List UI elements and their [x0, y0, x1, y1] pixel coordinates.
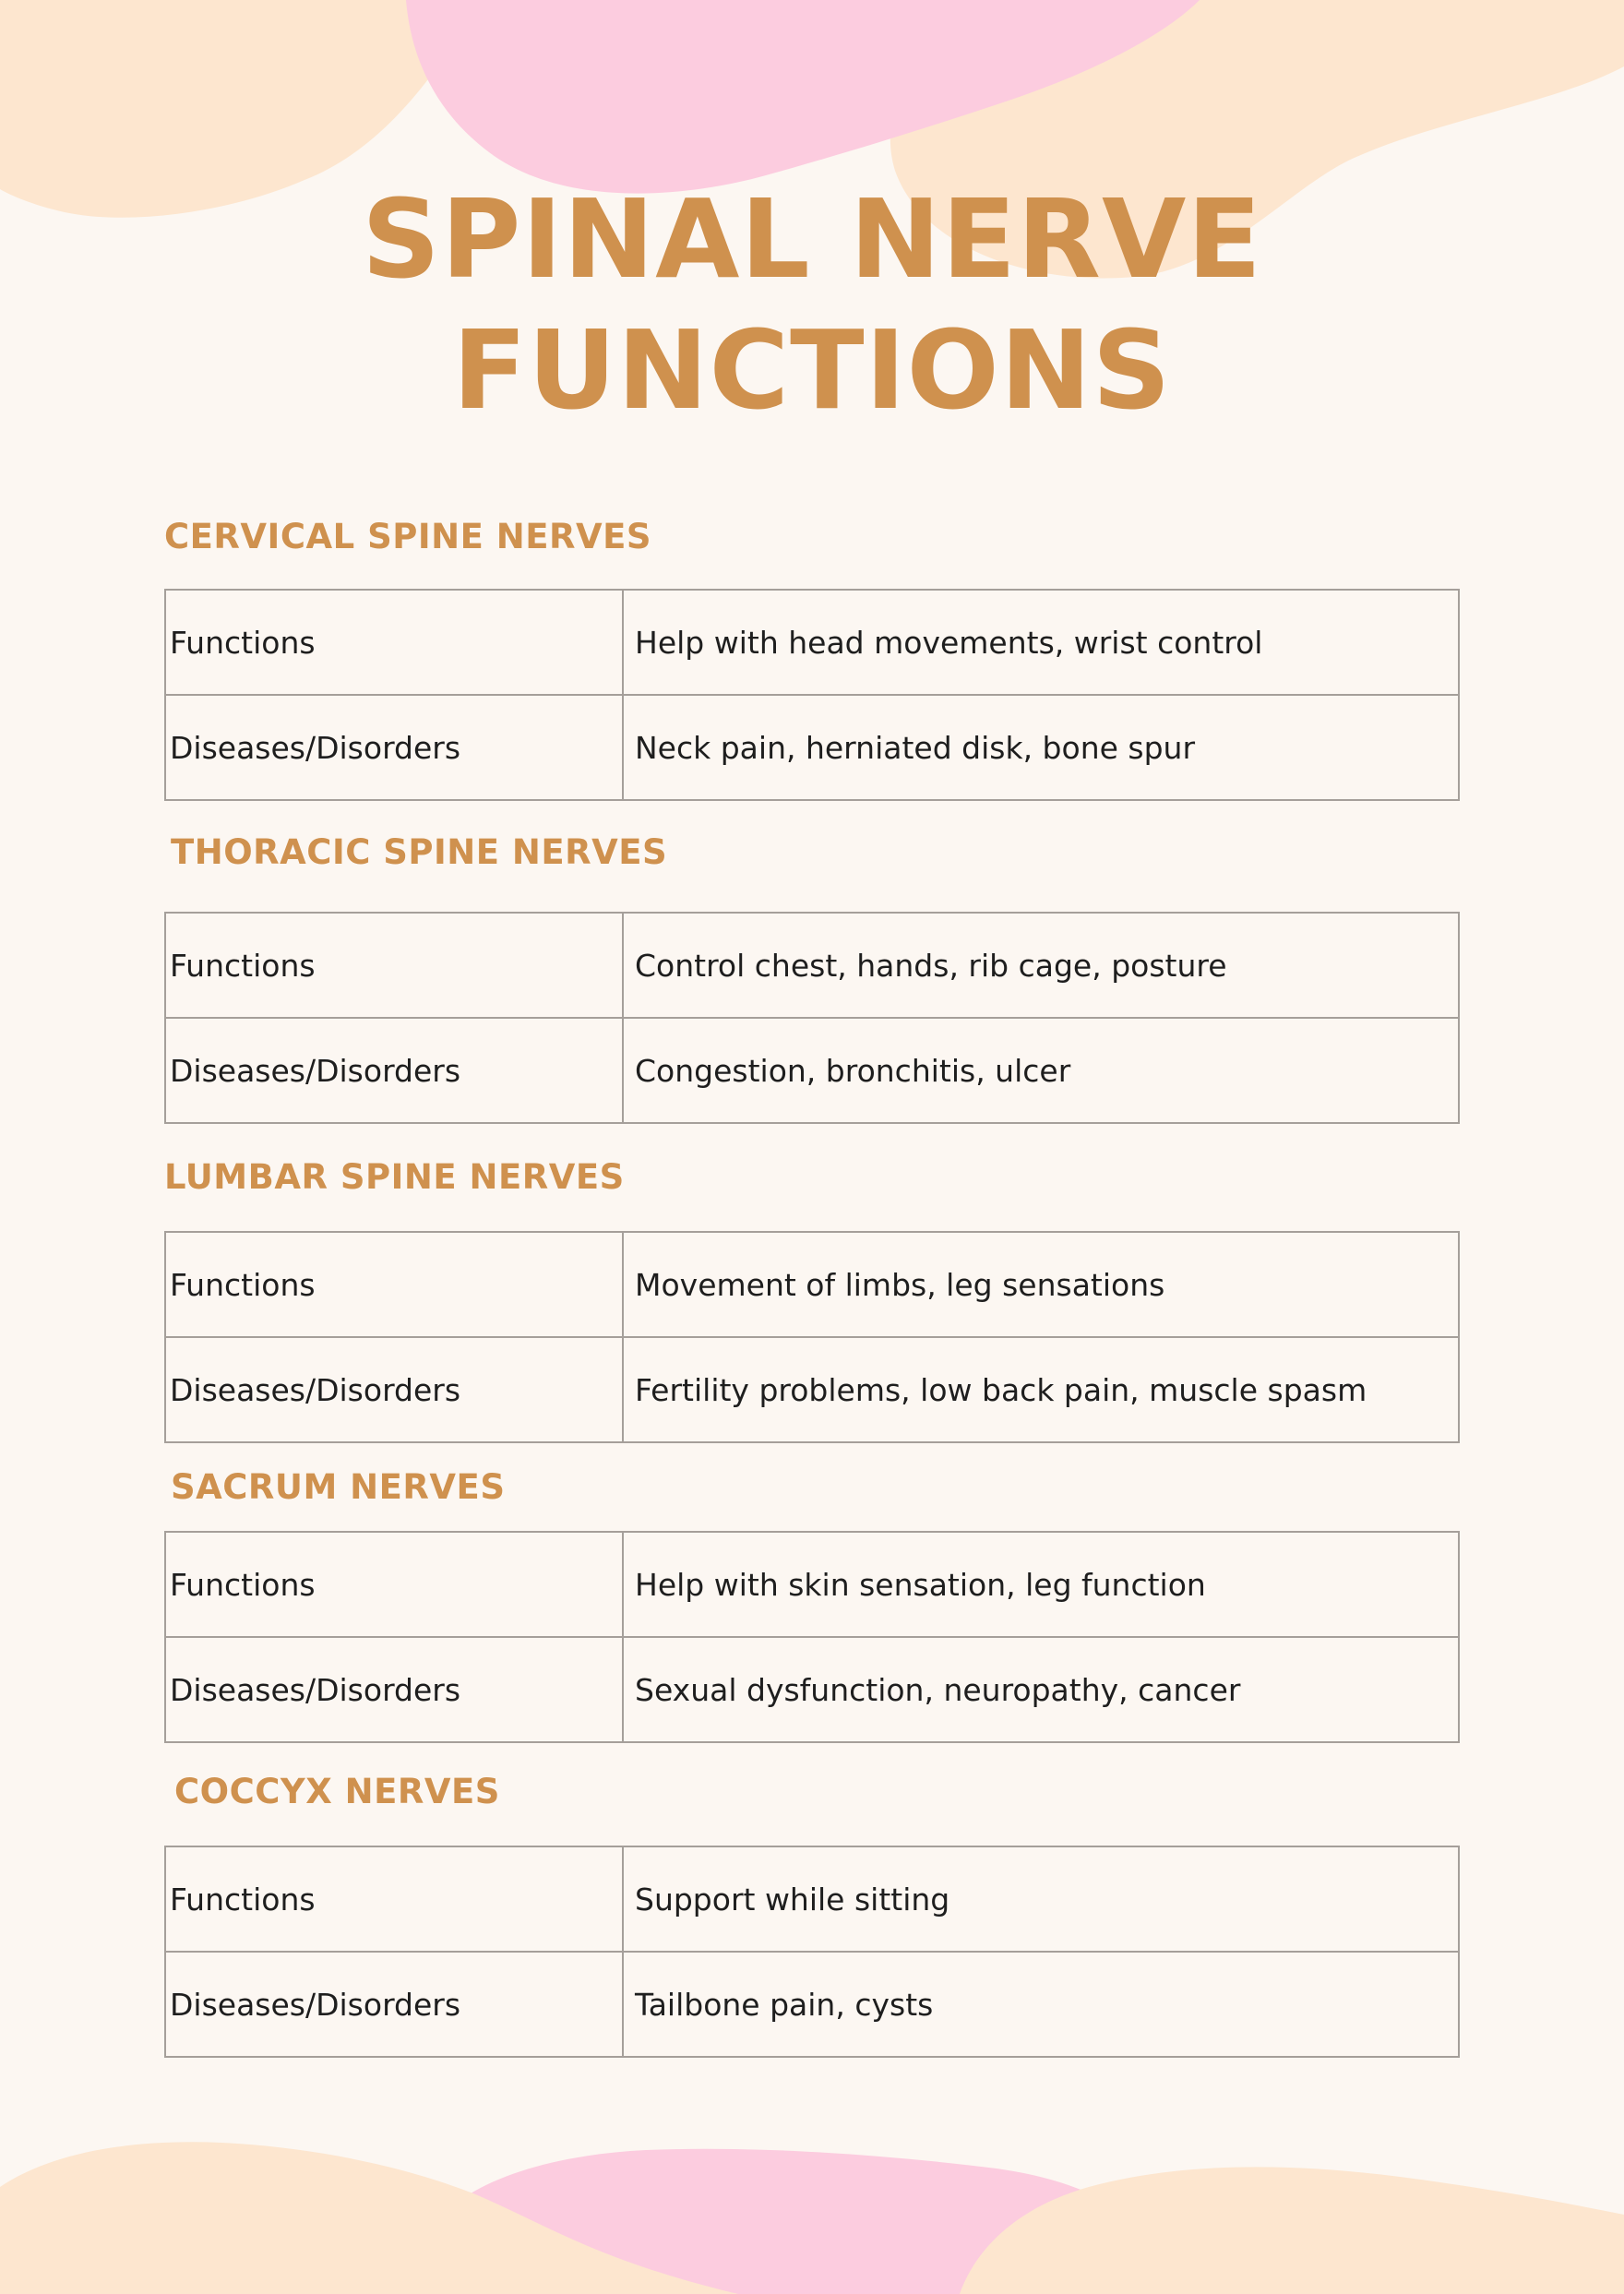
row-value: Sexual dysfunction, neuropathy, cancer [623, 1637, 1459, 1742]
row-label: Diseases/Disorders [165, 1018, 623, 1123]
section-title-coccyx: COCCYX NERVES [174, 1772, 500, 1811]
row-value: Fertility problems, low back pain, muscle spasm [623, 1337, 1459, 1442]
table-row [165, 1952, 1459, 2057]
row-value: Congestion, bronchitis, ulcer [623, 1018, 1459, 1123]
row-label: Diseases/Disorders [165, 1337, 623, 1442]
table-coccyx [164, 1846, 1460, 2058]
row-value: Movement of limbs, leg sensations [623, 1232, 1459, 1337]
row-value: Support while sitting [623, 1846, 1459, 1952]
title-line-1: SPINAL NERVE [362, 175, 1262, 303]
table-row [165, 1337, 1459, 1442]
row-value: Neck pain, herniated disk, bone spur [623, 695, 1459, 800]
section-title-cervical: CERVICAL SPINE NERVES [164, 517, 652, 556]
table-row [165, 695, 1459, 800]
table-row [165, 1232, 1459, 1337]
table-row [165, 590, 1459, 695]
table-row [165, 1637, 1459, 1742]
table-row [165, 1018, 1459, 1123]
table-row [165, 913, 1459, 1018]
table-row [165, 1532, 1459, 1637]
table-cervical [164, 589, 1460, 801]
row-label: Functions [165, 590, 623, 695]
table-thoracic [164, 912, 1460, 1124]
row-label: Functions [165, 1846, 623, 1952]
section-title-thoracic: THORACIC SPINE NERVES [171, 832, 668, 872]
row-value: Tailbone pain, cysts [623, 1952, 1459, 2057]
table-lumbar [164, 1231, 1460, 1443]
table-row [165, 1846, 1459, 1952]
row-value: Control chest, hands, rib cage, posture [623, 913, 1459, 1018]
section-title-lumbar: LUMBAR SPINE NERVES [164, 1157, 625, 1197]
row-label: Functions [165, 1532, 623, 1637]
section-title-sacrum: SACRUM NERVES [171, 1467, 506, 1507]
row-label: Diseases/Disorders [165, 695, 623, 800]
row-label: Diseases/Disorders [165, 1637, 623, 1742]
table-sacrum [164, 1531, 1460, 1743]
title-line-2: FUNCTIONS [452, 306, 1172, 434]
row-label: Diseases/Disorders [165, 1952, 623, 2057]
row-value: Help with skin sensation, leg function [623, 1532, 1459, 1637]
row-label: Functions [165, 1232, 623, 1337]
row-label: Functions [165, 913, 623, 1018]
page-title [0, 173, 1624, 436]
row-value: Help with head movements, wrist control [623, 590, 1459, 695]
